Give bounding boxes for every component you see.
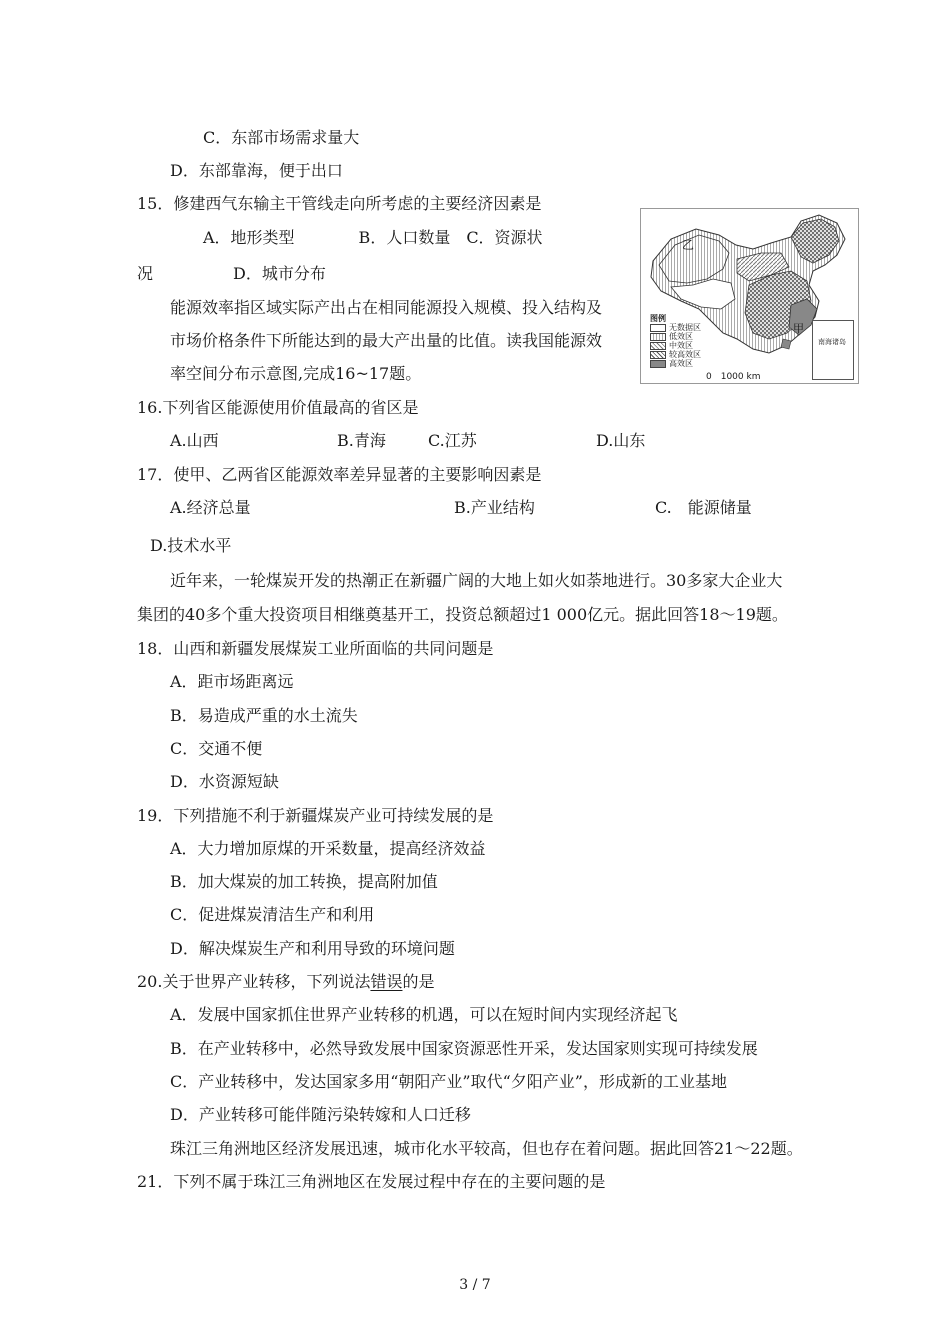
legend-label: 低效区 [669, 332, 693, 341]
option-18a: A．距市场距离远 [170, 672, 294, 691]
page-number: 3 / 7 [459, 1277, 491, 1293]
question-16: 16.下列省区能源使用价值最高的省区是 [137, 398, 419, 417]
inset-label: 南海诸岛 [818, 338, 846, 346]
question-21: 21．下列不属于珠江三角洲地区在发展过程中存在的主要问题的是 [137, 1172, 606, 1191]
option-18d: D．水资源短缺 [170, 772, 279, 791]
option-19a: A．大力增加原煤的开采数量，提高经济效益 [170, 839, 486, 858]
question-18: 18．山西和新疆发展煤炭工业所面临的共同问题是 [137, 639, 494, 658]
map-legend [650, 314, 701, 368]
legend-swatch [650, 333, 666, 341]
options-15-abc: A．地形类型 B．人口数量 C．资源状 [203, 228, 543, 247]
option-16c: C.江苏 [428, 431, 477, 450]
question-20-part2: 的是 [402, 972, 435, 991]
option-17a: A.经济总量 [170, 498, 251, 517]
map-scale: 0 1000 km [706, 372, 761, 382]
option-18c: C．交通不便 [170, 739, 263, 758]
legend-label: 高效区 [669, 359, 693, 368]
options-15-d: 况 D．城市分布 [137, 264, 326, 283]
intro-21: 珠江三角洲地区经济发展迅速，城市化水平较高，但也存在着问题。据此回答21～22题。 [170, 1139, 803, 1158]
option-18b: B．易造成严重的水土流失 [170, 706, 358, 725]
legend-label: 较高效区 [669, 350, 701, 359]
option-16a: A.山西 [170, 431, 219, 450]
intro-18-line2: 集团的40多个重大投资项目相继奠基开工，投资总额超过1 000亿元。据此回答18～19题。 [137, 605, 788, 624]
legend-label: 无数据区 [669, 323, 701, 332]
legend-item [650, 323, 701, 332]
option-14c: C．东部市场需求量大 [203, 128, 360, 147]
legend-item [650, 350, 701, 359]
question-20-part1: 20.关于世界产业转移，下列说法 [137, 972, 371, 991]
question-20-emphasis: 错误 [370, 972, 403, 991]
option-14d: D．东部靠海，便于出口 [170, 161, 343, 180]
intro-16-line3: 率空间分布示意图,完成16~17题。 [170, 364, 422, 383]
option-17b: B.产业结构 [454, 498, 535, 517]
legend-label: 中效区 [669, 341, 693, 350]
legend-item [650, 332, 701, 341]
option-19c: C．促进煤炭清洁生产和利用 [170, 905, 375, 924]
legend-swatch [650, 324, 666, 332]
option-20d: D．产业转移可能伴随污染转嫁和人口迁移 [170, 1105, 471, 1124]
map-label-yi: 乙 [682, 238, 695, 252]
option-16b: B.青海 [337, 431, 386, 450]
option-16d: D.山东 [596, 431, 646, 450]
option-20c: C．产业转移中，发达国家多用“朝阳产业”取代“夕阳产业”，形成新的工业基地 [170, 1072, 727, 1091]
legend-swatch [650, 342, 666, 350]
intro-18-line1: 近年来，一轮煤炭开发的热潮正在新疆广阔的大地上如火如荼地进行。30多家大企业大 [170, 571, 783, 590]
intro-16-line1: 能源效率指区域实际产出占在相同能源投入规模、投入结构及 [170, 298, 603, 317]
option-19d: D．解决煤炭生产和利用导致的环境问题 [170, 939, 455, 958]
question-15: 15．修建西气东输主干管线走向所考虑的主要经济因素是 [137, 194, 542, 213]
legend-swatch [650, 360, 666, 368]
legend-title: 图例 [650, 314, 666, 323]
option-20a: A．发展中国家抓住世界产业转移的机遇，可以在短时间内实现经济起飞 [170, 1005, 678, 1024]
option-19b: B．加大煤炭的加工转换，提高附加值 [170, 872, 438, 891]
intro-16-line2: 市场价格条件下所能达到的最大产出量的比值。读我国能源效 [170, 331, 603, 350]
option-17c: C. 能源储量 [655, 498, 752, 517]
option-17d: D.技术水平 [150, 536, 232, 555]
map-label-jia: 甲 [793, 322, 804, 335]
question-20 [137, 972, 434, 992]
legend-swatch [650, 351, 666, 359]
question-19: 19．下列措施不利于新疆煤炭产业可持续发展的是 [137, 806, 494, 825]
south-china-sea-inset [812, 320, 854, 380]
legend-item [650, 341, 701, 350]
option-20b: B．在产业转移中，必然导致发展中国家资源恶性开采，发达国家则实现可持续发展 [170, 1039, 758, 1058]
question-17: 17．使甲、乙两省区能源效率差异显著的主要影响因素是 [137, 465, 542, 484]
legend-item [650, 359, 701, 368]
